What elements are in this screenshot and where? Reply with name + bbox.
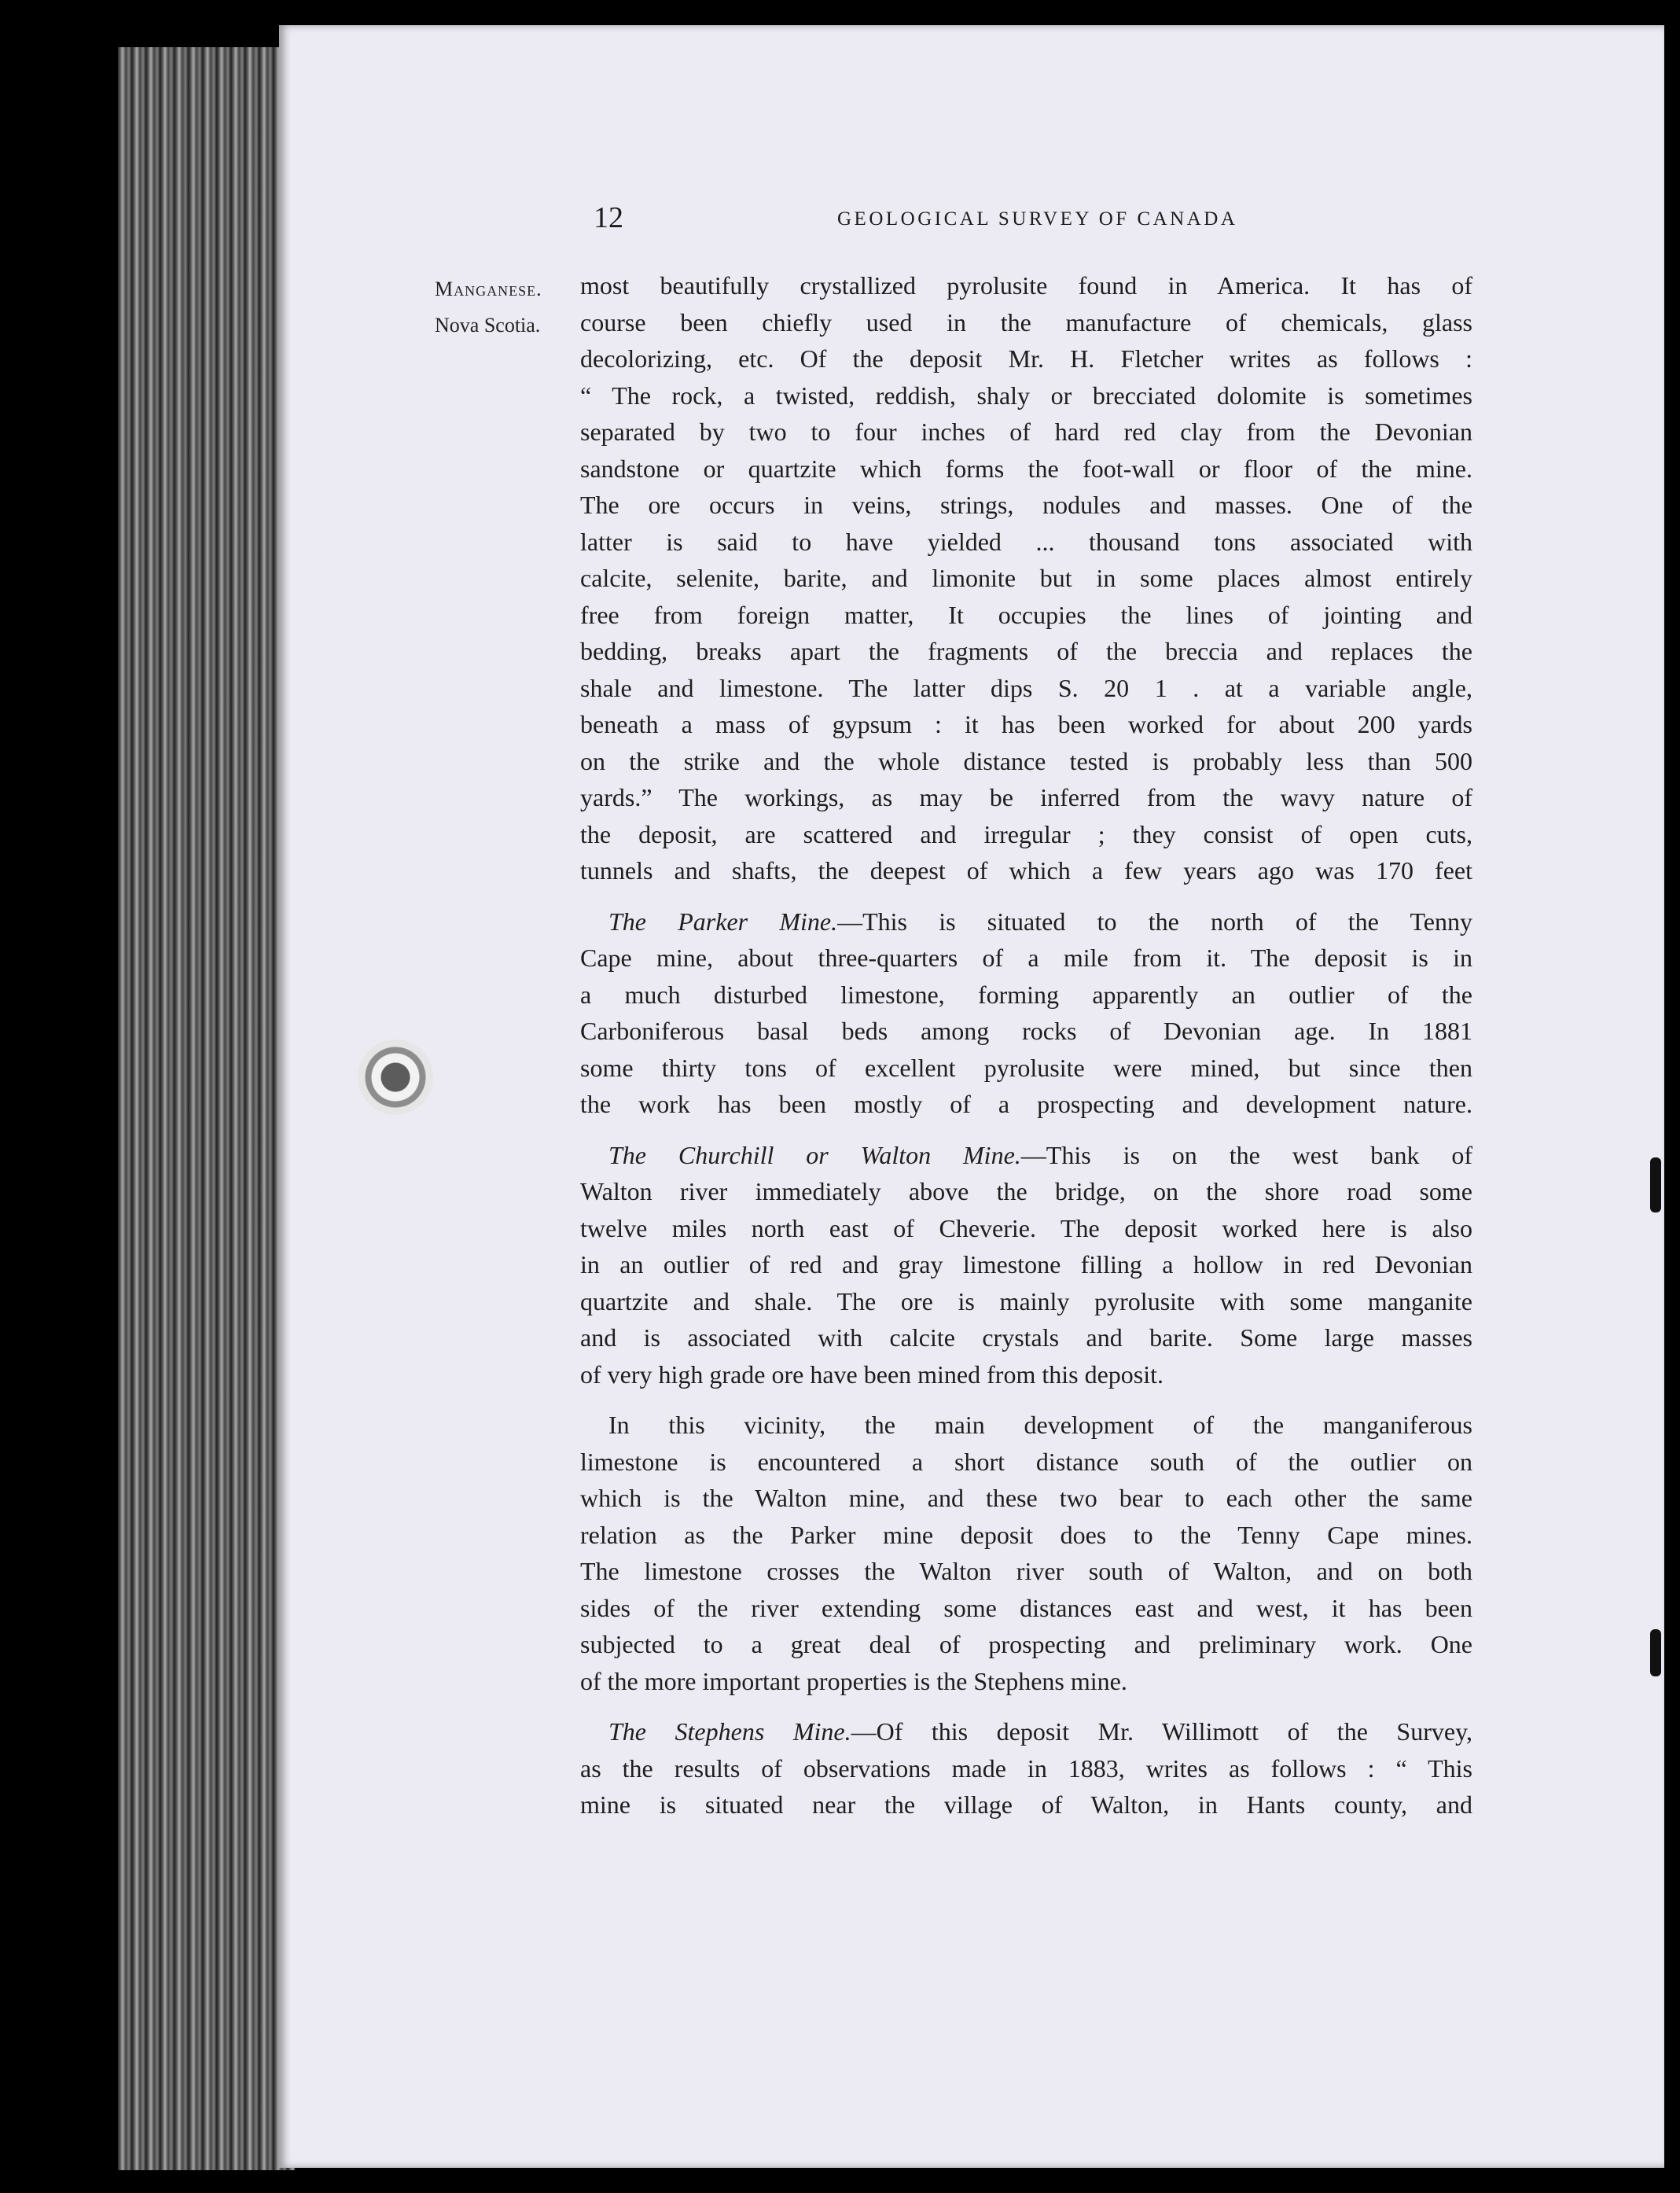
page-number: 12: [594, 201, 623, 234]
text-line: which is the Walton mine, and these two bear to each other the same: [580, 1484, 1472, 1512]
text-line: The ore occurs in veins, strings, nodules and masses. One of the: [580, 491, 1472, 519]
text-line: In this vicinity, the main development of the manganiferous: [608, 1411, 1472, 1439]
text-line: calcite, selenite, barite, and limonite but in some places almost entirely: [580, 564, 1472, 592]
text-line: subjected to a great deal of prospecting and preliminary work. One: [580, 1630, 1472, 1658]
text-line: a much disturbed limestone, forming apparently an outlier of the: [580, 980, 1472, 1009]
body-text: [580, 267, 1472, 1823]
text-line: the work has been mostly of a prospecting and development nature.: [580, 1090, 1472, 1118]
text-line: free from foreign matter, It occupies the lines of jointing and: [580, 600, 1472, 629]
text-line: separated by two to four inches of hard red clay from the Devonian: [580, 418, 1472, 446]
margin-note-manganese: Manganese.: [435, 278, 542, 300]
section-title-parker-mine: The Parker Mine.: [608, 907, 838, 936]
text-line: limestone is encountered a short distance south of the outlier on: [580, 1447, 1472, 1476]
margin-note-nova-scotia: Nova Scotia.: [435, 314, 541, 337]
text-line: most beautifully crystallized pyrolusite found in America. It has of: [580, 271, 1472, 300]
running-head: GEOLOGICAL SURVEY OF CANADA: [837, 208, 1238, 230]
text-line: sandstone or quartzite which forms the foot-wall or floor of the mine.: [580, 454, 1472, 483]
text-line: the deposit, are scattered and irregular ; they consist of open cuts,: [580, 819, 1472, 848]
edge-clip-mark: [1650, 1629, 1661, 1676]
text-line: Cape mine, about three-quarters of a mile from it. The deposit is in: [580, 944, 1472, 972]
text-line: tunnels and shafts, the deepest of which a few years ago was 170 feet: [580, 856, 1472, 885]
text-line: decolorizing, etc. Of the deposit Mr. H. Fletcher writes as follows :: [580, 344, 1472, 373]
text-line: The Stephens Mine.—Of this deposit Mr. Willimott of the Survey,: [608, 1717, 1473, 1746]
text-line: course been chiefly used in the manufacture of chemicals, glass: [580, 307, 1472, 337]
text-line: mine is situated near the village of Walton, in Hants county, and: [580, 1790, 1472, 1819]
text-line: beneath a mass of gypsum : it has been worked for about 200 yards: [580, 710, 1472, 738]
text-line: bedding, breaks apart the fragments of the breccia and replaces the: [580, 637, 1472, 665]
text-line: on the strike and the whole distance tested is probably less than 500: [580, 746, 1472, 775]
page-header: [594, 201, 1474, 240]
text-line: The Churchill or Walton Mine.—This is on the west bank of: [608, 1140, 1473, 1169]
text-line: shale and limestone. The latter dips S. 20 1 . at a variable angle,: [580, 673, 1472, 702]
punch-hole-mark: [358, 1039, 433, 1115]
text-line: some thirty tons of excellent pyrolusite were mined, but since then: [580, 1053, 1472, 1082]
text-line: as the results of observations made in 1883, writes as follows : “ This: [580, 1753, 1472, 1783]
text-line: quartzite and shale. The ore is mainly pyrolusite with some manganite: [580, 1286, 1472, 1315]
text-line: and is associated with calcite crystals and barite. Some large masses: [580, 1323, 1472, 1352]
text-line: Walton river immediately above the bridge, on the shore road some: [580, 1177, 1472, 1205]
text-line: twelve miles north east of Cheverie. The deposit worked here is also: [580, 1213, 1472, 1242]
book-binding: [118, 47, 295, 2170]
text-line: relation as the Parker mine deposit does to the Tenny Cape mines.: [580, 1520, 1472, 1549]
text-line: of very high grade ore have been mined from this deposit.: [580, 1360, 1164, 1389]
text-line: The Parker Mine.—This is situated to the north of the Tenny: [608, 907, 1473, 936]
text-line: Carboniferous basal beds among rocks of Devonian age. In 1881: [580, 1017, 1472, 1045]
text-line: of the more important properties is the Stephens mine.: [580, 1666, 1127, 1695]
text-line: in an outlier of red and gray limestone filling a hollow in red Devonian: [580, 1250, 1472, 1279]
text-line: yards.” The workings, as may be inferred from the wavy nature of: [580, 783, 1472, 811]
text-line: “ The rock, a twisted, reddish, shaly or brecciated dolomite is sometimes: [580, 381, 1472, 410]
margin-notes: [435, 271, 592, 344]
section-title-churchill-mine: The Churchill or Walton Mine.: [608, 1140, 1021, 1169]
section-title-stephens-mine: The Stephens Mine.: [608, 1717, 851, 1746]
edge-clip-mark: [1650, 1157, 1661, 1212]
text-line: latter is said to have yielded ... thousand tons associated with: [580, 527, 1472, 556]
text-line: sides of the river extending some distances east and west, it has been: [580, 1593, 1472, 1622]
text-line: The limestone crosses the Walton river south of Walton, and on both: [580, 1557, 1472, 1585]
